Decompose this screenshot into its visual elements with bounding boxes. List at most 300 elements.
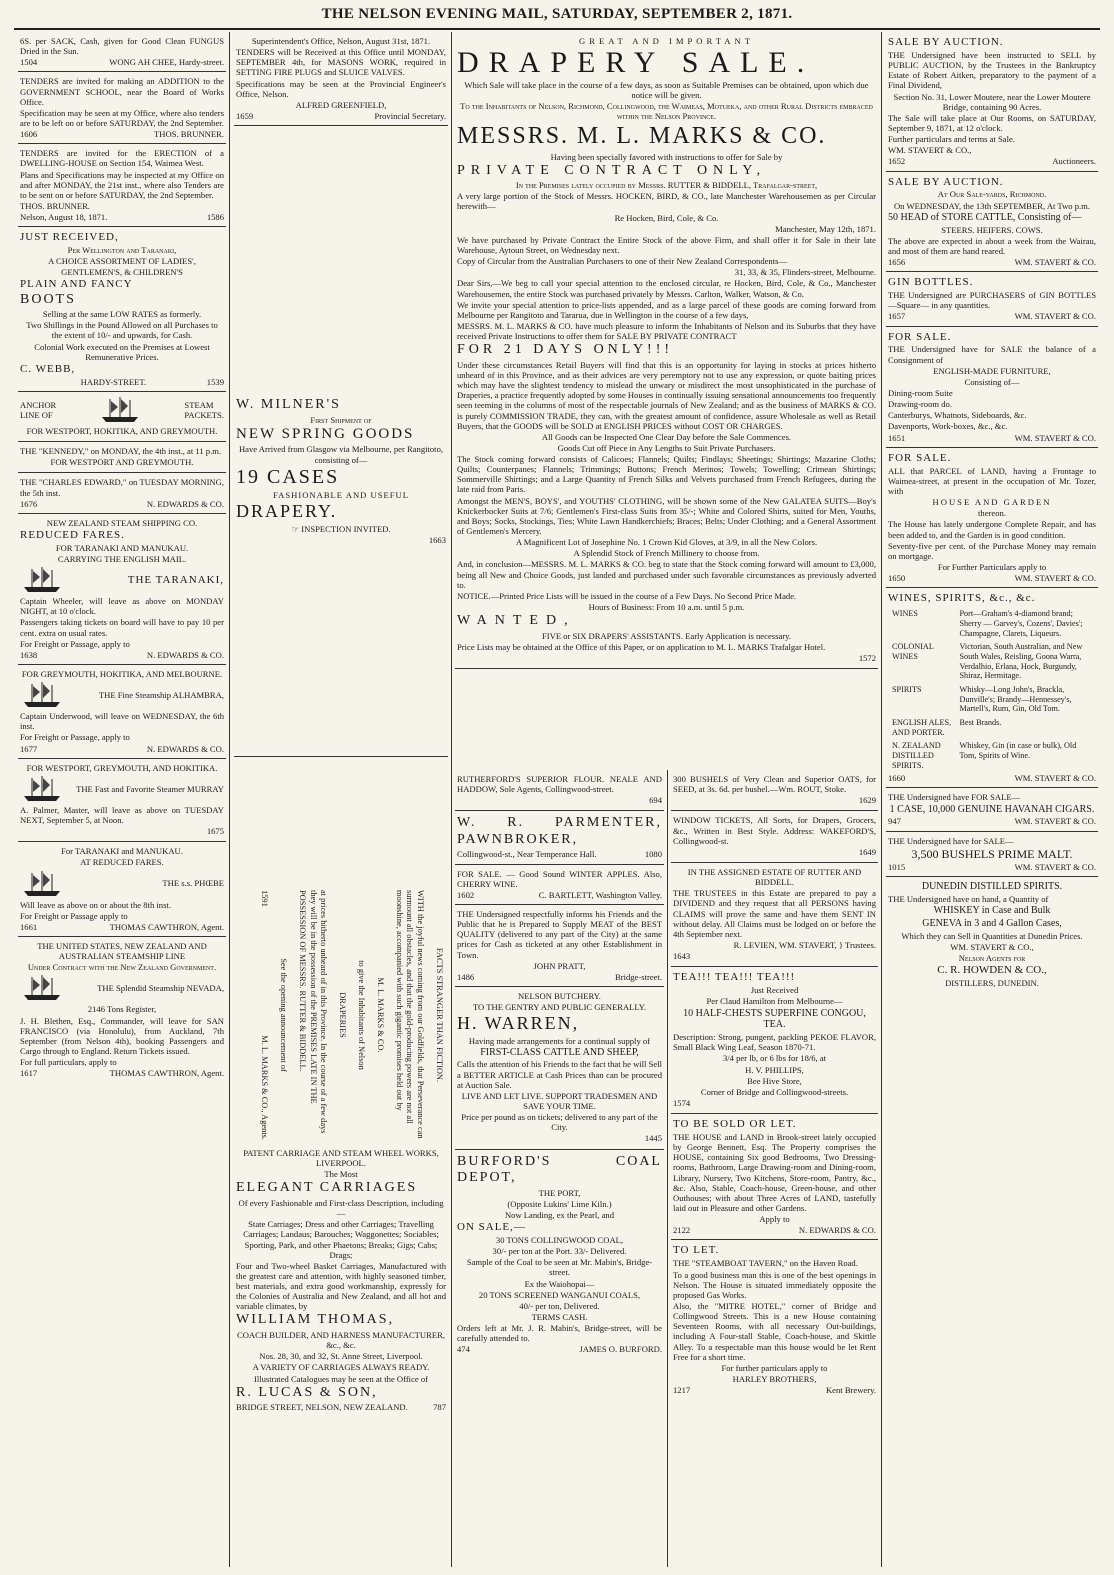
ad-number: 1015	[888, 861, 906, 872]
ad-number: 1676	[20, 498, 38, 509]
ad-address: Collingwood-st., Near Temperance Hall.	[457, 849, 597, 860]
ad-number: 1606	[20, 129, 38, 140]
ad-number: 1080	[644, 849, 662, 860]
ad-text: For Freight or Passage, apply to	[20, 638, 130, 649]
ad-land	[886, 448, 1098, 589]
ad-signature: ALFRED GREENFIELD,	[295, 99, 387, 110]
ad-to-let	[671, 1240, 878, 1399]
ad-text: THE HOUSE and LAND in Brook-street lately occupied by George Bennett, Esq. The Property comprises the HOUSE, containing Six good Bedrooms, Two Dressing-rooms, Bathroom, Large Drawing-room and Dining-room, Library, Nursery, Two Kitchens, Store-room, Pantry, &c., &c. Also, Stable, Coach-house, Green-house, and other Outhouses; with about Three Acres of LAND, tastefully laid out in Pleasure and other Gardens.	[673, 1132, 876, 1214]
ad-charles-edward	[18, 473, 226, 513]
ad-heading: SALE BY AUCTION.	[888, 36, 1004, 48]
ad-heading: FIRST-CLASS CATTLE AND SHEEP,	[480, 1046, 639, 1058]
ad-heading: TEA!!! TEA!!! TEA!!!	[673, 971, 796, 984]
ad-number: 1572	[858, 652, 876, 663]
ad-text: Dear Sirs,—We beg to call your special attention to the enclosed circular, re Hocken, Bird, Cole, & Co., Manchester Warehousemen, the entire Stock was purchased privately by Messrs. Carlton, Walker, Watson, & Co.	[457, 278, 876, 299]
list-item	[890, 641, 1094, 682]
ad-text: Copy of Circular from the Australian Purchasers to one of their New Zealand Correspondents—	[457, 256, 788, 267]
ad-text: Two Shillings in the Pound Allowed on all Purchases to the extent of 10/- and upwards, for Cash.	[26, 320, 218, 341]
ad-burford-coal	[455, 1150, 664, 1359]
ad-text: On WEDNESDAY, the 13th SEPTEMBER, At Two p.m.	[893, 200, 1091, 211]
ad-text: 50 HEAD of STORE CATTLE, Consisting of—	[888, 211, 1082, 223]
ad-text: Ex the Waiohopai—	[524, 1278, 595, 1289]
ad-text: WINDOW TICKETS, All Sorts, for Drapers, Grocers, &c., Written in Best Style. Address: WAKEFORD'S, Collingwood-st.	[673, 815, 876, 846]
ad-address: HARDY-STREET.	[80, 376, 147, 387]
ad-subheading: A CHOICE ASSORTMENT OF LADIES', GENTLEMEN'S, & CHILDREN'S	[48, 256, 196, 277]
masthead-rule	[14, 28, 1100, 30]
ad-heading: For TARANAKI and MANUKAU.	[61, 846, 183, 857]
wine-description: Port—Graham's 4-diamond brand; Sherry — Garvey's, Cozens', Davies'; Champagne, Clarets, Liqueurs.	[959, 609, 1083, 638]
ad-number: 1586	[206, 212, 224, 223]
ad-heading: ELEGANT CARRIAGES	[236, 1180, 418, 1196]
ad-text: Apply to	[759, 1214, 790, 1225]
ad-signature: WM. STAVERT & CO.	[1014, 816, 1096, 827]
ad-text: Which they can Sell in Quantities at Dunedin Prices.	[901, 930, 1083, 941]
ad-subheading: At Our Sale-yards, Richmond.	[937, 189, 1047, 200]
ad-heading: LIVE AND LET LIVE. SUPPORT TRADESMEN AND SAVE YOUR TIME.	[461, 1090, 658, 1112]
ad-murray	[18, 759, 226, 843]
ad-subheading: Per Wellington and Taranaki,	[67, 245, 177, 256]
ad-signature: Auctioneers.	[1052, 156, 1096, 167]
ad-text: We have purchased by Private Contract the Entire Stock of the above Firm, and shall offer it for Sale in their late Warehouse, Aytoun Street, on Wednesday next.	[457, 234, 876, 256]
ad-drapery-sale	[455, 32, 878, 669]
ship-icon	[20, 869, 64, 899]
ad-address: Bridge-street.	[614, 971, 662, 982]
ad-title: DRAPERY SALE.	[457, 46, 815, 80]
ad-subheading: THE PORT,	[538, 1187, 581, 1198]
ad-signature: HARLEY BROTHERS,	[732, 1373, 817, 1384]
ad-apples	[455, 865, 664, 905]
ad-text: Plans and Specifications may be inspected at my Office on and after MONDAY, the 21st inst., where also Tenders are to be sent on or before SATURDAY, the 2nd September.	[20, 169, 224, 200]
ad-window-tickets	[671, 811, 878, 863]
ad-to-be-sold-or-let	[671, 1114, 878, 1240]
ad-number: 947	[888, 816, 901, 827]
ad-gin-bottles	[886, 272, 1098, 326]
column-4	[886, 32, 1098, 1567]
ad-text: THE Undersigned have for SALE the balance of a Consignment of	[888, 344, 1096, 365]
ad-signature: Provincial Secretary.	[374, 110, 446, 121]
ad-number: 1677	[20, 743, 38, 754]
ship-icon	[20, 774, 64, 804]
ad-pratt-meat	[455, 905, 664, 987]
ad-cigars	[886, 788, 1098, 831]
ad-text: A Magnificent Lot of Josephine No. 1 Crown Kid Gloves, at 3/9, in all the New Colors.	[515, 537, 818, 548]
ad-text: Re Hocken, Bird, Cole, & Co.	[614, 212, 719, 223]
ad-flour	[455, 770, 664, 811]
ad-subheading: The Most	[324, 1169, 358, 1180]
ad-signature: WM. STAVERT & CO.	[1014, 311, 1096, 322]
ad-number: 1617	[20, 1068, 38, 1079]
ad-signature: WM. STAVERT & CO.	[1014, 432, 1096, 443]
ad-text: All Goods can be Inspected One Clear Day before the Sale Commences.	[541, 431, 792, 442]
ad-text: Calls the attention of his Friends to the fact that he will Sell a BETTER ARTICLE at Cash Prices than can be procured at Auction Sale.	[457, 1059, 662, 1090]
ad-heading: DRAPERY.	[236, 501, 338, 522]
ad-heading: PLAIN AND FANCY	[20, 277, 133, 290]
ad-list-item: Canterburys, Whatnots, Sideboards, &c.	[888, 410, 1027, 421]
wine-category: N. ZEALAND DISTILLED SPIRITS.	[892, 741, 941, 770]
ad-text: Captain Wheeler, will leave as above on MONDAY NIGHT, at 10 o'clock.	[20, 596, 224, 617]
ad-signature: C. R. HOWDEN & CO.,	[937, 963, 1047, 976]
ad-number: 1661	[20, 921, 38, 932]
ad-text: Consisting of—	[964, 376, 1020, 387]
ad-text: Sample of the Coal to be seen at Mr. Mabin's, Bridge-street.	[466, 1257, 653, 1278]
ad-signature: WONG AH CHEE, Hardy-street.	[109, 57, 224, 68]
ship-name: THE Fine Steamship ALHAMBRA,	[98, 690, 224, 701]
ad-text: To a good business man this is one of the best openings in Nelson. The House is situated immediately opposite the proposed Gas Works.	[673, 1269, 876, 1300]
ad-heading: 20 TONS SCREENED WANGANUI COALS,	[478, 1289, 641, 1300]
ad-signature: WM. STAVERT & CO.	[1014, 861, 1096, 872]
ad-number: 1643	[673, 951, 691, 962]
ad-heading: TO BE SOLD OR LET.	[673, 1118, 797, 1131]
ad-text: See the opening announcement of	[279, 958, 289, 1072]
ad-text: THE TRUSTEES in this Estate are prepared to pay a DIVIDEND and they request that all PERSONS having CLAIMS will prove the same and have them SENT IN without delay. All Claims must be lodged on or before the 4th September next.	[673, 888, 876, 939]
wine-description: Whisky—Long John's, Brackla, Dunville's; Brandy—Hennessey's, Martell's, Rum, Gin, Old Tom.	[959, 684, 1072, 714]
ad-heading: REDUCED FARES.	[20, 528, 125, 541]
ad-text: For further particulars apply to	[721, 1362, 828, 1373]
ad-heading: H. WARREN,	[457, 1013, 580, 1034]
ad-heading: BOOTS	[20, 291, 76, 307]
ad-william-thomas-carriages	[234, 1144, 448, 1416]
ad-number: 1663	[428, 534, 446, 545]
ad-text: WITH the joyful news coming from our Goldfields, that Perseverance can surmount all obstacles, and that the gold-producing powers are not all moonshine, accompanied with such gigantic promises held out by	[394, 890, 425, 1139]
ad-heading: FOR SALE.	[888, 451, 952, 464]
ad-signature: JOHN PRATT,	[533, 960, 586, 971]
ad-text: THE Undersigned respectfully informs his Friends and the Public that he is Prepared to Supply MEAT of the BEST QUALITY (delivered to any part of the City) at the same prices for Cash as ticketed at any other Establishment in Town.	[457, 909, 662, 960]
ad-text: THE "CHARLES EDWARD," on TUESDAY MORNING, the 5th inst.	[20, 477, 224, 498]
ad-auction-cattle	[886, 172, 1098, 273]
column-divider	[229, 32, 230, 1567]
ad-list-item: Davenports, Work-boxes, &c., &c.	[888, 421, 1008, 432]
ad-text: Specifications may be seen at the Provincial Engineer's Office, Nelson.	[236, 78, 446, 99]
ad-text: THE Undersigned have been instructed to SELL by PUBLIC AUCTION, by the Trustees in the Bankruptcy Estate of Robert Aitken, preparatory to the payment of a Final Dividend,	[888, 49, 1096, 91]
ad-text: A. Palmer, Master, will leave as above on TUESDAY NEXT, September 5, at Noon.	[20, 804, 224, 825]
ad-heading: R. LUCAS & SON,	[236, 1384, 378, 1400]
ad-subheading: ☞ INSPECTION INVITED.	[291, 523, 391, 534]
wine-category: ENGLISH ALES, AND PORTER.	[892, 717, 952, 737]
ad-number: 1486	[457, 971, 475, 982]
ad-heading: BURFORD'S COAL DEPOT,	[457, 1153, 662, 1186]
ad-subheading: CARRYING THE ENGLISH MAIL.	[57, 554, 187, 565]
ad-text: Selling at the same LOW RATES as formerly.	[42, 309, 202, 320]
ad-heading: DUNEDIN DISTILLED SPIRITS.	[921, 880, 1063, 892]
list-item	[890, 684, 1094, 715]
ad-text: THE "STEAMBOAT TAVERN," on the Haven Road.	[673, 1258, 858, 1269]
ad-signature: THOS. BRUNNER.	[154, 129, 224, 140]
list-item	[890, 740, 1094, 771]
ad-number: 1574	[673, 1097, 691, 1108]
ad-text: Will leave as above on or about the 8th inst.	[20, 899, 171, 910]
ad-parmenter	[455, 811, 664, 864]
ad-text: 3/4 per lb, or 6 lbs for 18/6, at	[722, 1053, 827, 1064]
list-item	[890, 717, 1094, 738]
ad-subheading: FOR WESTPORT, HOKITIKA, AND GREYMOUTH.	[26, 425, 218, 436]
ad-heading: HOUSE AND GARDEN	[932, 497, 1052, 508]
ad-school-tender	[18, 72, 226, 144]
ad-signature: H. V. PHILLIPS,	[745, 1064, 804, 1075]
ad-number: 1629	[858, 795, 876, 806]
ad-text: Also, the "MITRE HOTEL," corner of Bridge and Collingwood Streets. This is a new House containing Seventeen Rooms, with all necessary Out-buildings, including A Four-stall Stable, Coach-house, and Skittle Alley. To a respectable man this house would be let Rent Free for a short time.	[673, 1300, 876, 1362]
ad-number: 1638	[20, 649, 38, 660]
ad-signature: M. L. MARKS & CO., Agents.	[260, 1035, 270, 1140]
ad-text: THE "KENNEDY," on MONDAY, the 4th inst., at 11 p.m.	[20, 446, 222, 457]
ship-icon	[20, 565, 64, 595]
ad-signature: WM. STAVERT & CO.,	[888, 145, 972, 156]
ad-heading: GREAT AND IMPORTANT	[579, 36, 754, 46]
ad-heading: WILLIAM THOMAS,	[236, 1312, 395, 1328]
ad-subheading: FASHIONABLE AND USEFUL	[273, 490, 409, 501]
ad-text: In the Premises lately occupied by Messrs. RUTTER & BIDDELL, Trafalgar-street,	[515, 180, 818, 191]
ad-text: And, in conclusion—MESSRS. M. L. MARKS & CO. beg to state that the Stock coming forward will amount to £3,000, being all New and Choice Goods, just landed and purchased under such favorable circumstances as previously adverted to.	[457, 559, 876, 590]
ad-webb-boots	[18, 227, 226, 392]
ship-name: THE TARANAKI,	[127, 573, 224, 586]
ad-number: 1591	[260, 890, 270, 907]
wine-category: WINES	[892, 609, 918, 619]
ad-number: 1660	[888, 773, 906, 784]
ad-text: The Stock coming forward consists of Calicoes; Flannels; Quilts; Findlays; Sheetings; Shirtings; Mazarine Cloths; Quilts; Counterpanes; Flannels; Trimmings; Buttons; French Merinos; Towels; Towelling; Crimean Shirtings; Sommerville Shirtings; and a Large Quantity of French Silks and Velvets purchased from French Refugees, during the late raid from Paris.	[457, 454, 876, 495]
ad-number: 2122	[673, 1225, 691, 1236]
ad-signature: THOMAS CAWTHRON, Agent.	[109, 1068, 224, 1079]
ad-heading: WANTED,	[457, 613, 576, 629]
ad-wines-spirits	[886, 588, 1098, 788]
ad-heading: PATENT CARRIAGE AND STEAM WHEEL WORKS, LIVERPOOL.	[243, 1148, 439, 1169]
ad-dateline: Superintendent's Office, Nelson, August 31st, 1871.	[251, 36, 431, 46]
ad-heading: PACKETS.	[184, 409, 224, 420]
ship-icon	[20, 680, 64, 710]
ad-text: Having been specially favored with instructions to offer for Sale by	[550, 151, 783, 162]
wine-category: COLONIAL WINES	[892, 642, 934, 661]
ad-text: TENDERS are invited for the ERECTION of a DWELLING-HOUSE on Section 154, Waimea West.	[20, 148, 224, 169]
ad-tea	[671, 967, 878, 1114]
column-3-left	[455, 770, 664, 1567]
ad-number: 1602	[457, 889, 475, 900]
ad-text: 2146 Tons Register,	[87, 1004, 157, 1015]
ad-text: The House has lately undergone Complete Repair, and has been added to, and the Garden is in good condition.	[888, 519, 1096, 540]
list-item	[890, 608, 1094, 639]
ad-signature: R. LEVIEN, WM. STAVERT, } Trustees.	[733, 939, 876, 950]
ad-text: Four and Two-wheel Basket Carriages, Manufactured with the greatest care and attention, with highly seasoned timber, best materials, and extra good workmanship, expressly for the Colonies of Australia and New Zealand, and all hot and variable climates, by	[236, 1260, 446, 1312]
ad-seed-oats	[671, 770, 878, 811]
ad-anchor-line	[18, 392, 226, 442]
column-3-drapery	[455, 32, 878, 768]
ad-text: at prices hitherto unheard of in this Province. In the course of a few days they will be in the possession of the PREMISES LATE IN THE POSSESSION OF MESSRS. RUTTER & BIDDELL.	[298, 890, 329, 1134]
ad-heading: DRAPERIES	[338, 992, 348, 1038]
ad-text: Seventy-five per cent. of the Purchase Money may remain on mortgage.	[888, 540, 1096, 561]
ad-heading: FOR 21 DAYS ONLY!!!	[457, 342, 674, 358]
ad-heading: NEW SPRING GOODS	[236, 425, 415, 442]
ad-subheading: AT REDUCED FARES.	[80, 857, 164, 868]
ad-heading: 10 HALF-CHESTS SUPERFINE CONGOU, TEA.	[683, 1007, 866, 1031]
ad-text: Section No. 31, Lower Moutere, near the Lower Moutere Bridge, containing 90 Acres.	[893, 91, 1091, 112]
ad-text: Now Landing, ex the Pearl, and	[504, 1209, 615, 1220]
ad-heading: NELSON BUTCHERY.	[518, 991, 601, 1001]
ad-address: Kent Brewery.	[825, 1385, 876, 1396]
ad-text: Having made arrangements for a continual supply of	[468, 1035, 651, 1046]
ad-heading: STEAM	[184, 399, 214, 410]
ad-milner	[234, 126, 448, 757]
ad-list-item: Drawing-room do.	[888, 399, 952, 410]
ad-signature: THOS. BRUNNER.	[20, 200, 90, 211]
ad-number: 1504	[20, 57, 38, 68]
ad-heading: W. MILNER'S	[236, 397, 341, 413]
ad-text: A Splendid Stock of French Millinery to choose from.	[573, 548, 760, 559]
ad-number: 1675	[206, 826, 224, 837]
ad-text: State Carriages; Dress and other Carriages; Travelling Carriages; Landaus; Barouches; Waggonettes; Sociables; Sporting, Park, and other Phaetons; Breaks; Gigs; Cabs; Drags;	[243, 1219, 439, 1260]
ad-heading: FOR GREYMOUTH, HOKITIKA, AND MELBOURNE.	[21, 669, 223, 680]
column-3-right	[671, 770, 878, 1567]
ship-icon	[20, 973, 64, 1003]
ad-text: Price Lists may be obtained at the Office of this Paper, or on application to M. L. MARKS Trafalgar Hotel.	[457, 641, 826, 652]
ad-number: 474	[457, 1344, 470, 1355]
ad-firm: MESSRS. M. L. MARKS & CO.	[457, 123, 827, 150]
ad-malt	[886, 832, 1098, 877]
ad-heading: TO LET.	[673, 1244, 720, 1257]
ad-heading: ANCHOR	[20, 399, 57, 410]
column-divider	[451, 32, 452, 1567]
ad-address: BRIDGE STREET, NELSON, NEW ZEALAND.	[236, 1402, 408, 1413]
ad-nelson-butchery	[455, 987, 664, 1150]
ad-heading: ON SALE,—	[457, 1221, 526, 1234]
ad-number: 1652	[888, 156, 906, 167]
ad-heading: 19 CASES	[236, 465, 340, 488]
ad-address: Corner of Bridge and Collingwood-streets.	[700, 1086, 849, 1097]
ad-number: 1650	[888, 573, 906, 584]
ad-text: TENDERS will be Received at this Office until MONDAY, SEPTEMBER 4th, for MASONS WORK, required in SETTING FIRE PLUGS and SLUICE VALVES.	[236, 47, 446, 78]
ad-text: We invite your special attention to price-lists appended, and as a large parcel of these goods are coming forward from Melbourne per Rangitoto and Tararua, due in Wellington in the course of a few days,	[457, 299, 876, 320]
ad-phoebe	[18, 842, 226, 937]
ad-text: TENDERS are invited for making an ADDITION to the GOVERNMENT SCHOOL, near the Board of Works Office.	[20, 76, 224, 107]
ad-text: Hours of Business: From 10 a.m. until 5 p.m.	[588, 602, 745, 613]
column-divider	[667, 770, 668, 1567]
ad-heading: WINES, SPIRITS, &c., &c.	[888, 592, 1036, 605]
ad-number: 1649	[858, 846, 876, 857]
ad-text: 30/- per ton at the Port. 33/- Delivered.	[492, 1246, 627, 1257]
ad-auction-moutere	[886, 32, 1098, 172]
ad-heading: 30 TONS COLLINGWOOD COAL,	[495, 1235, 624, 1245]
ad-text: 31, 33, & 35, Flinders-street, Melbourne.	[734, 267, 876, 278]
ad-heading: FOR WESTPORT, GREYMOUTH, AND HOKITIKA.	[26, 762, 218, 773]
ad-heading: JUST RECEIVED,	[20, 231, 119, 244]
ad-text: THE Undersigned have FOR SALE—	[888, 792, 1021, 803]
ad-alhambra	[18, 665, 226, 759]
ad-text: RUTHERFORD'S SUPERIOR FLOUR. NEALE AND HADDOW, Sole Agents, Collingwood-street.	[457, 774, 662, 795]
ad-subheading: Under Contract with the New Zealand Government.	[27, 962, 217, 973]
ad-heading: FACTS STRANGER THAN FICTION.	[434, 947, 444, 1083]
ad-nz-steam-taranaki	[18, 514, 226, 665]
ad-text: Goods Cut off Piece in Any Lengths to Suit Private Purchasers.	[557, 442, 776, 453]
ad-fungus	[18, 32, 226, 72]
ad-number: 1657	[888, 311, 906, 322]
ad-subheading: First Shipment of	[310, 414, 372, 425]
ad-heading: TERMS CASH.	[531, 1311, 588, 1322]
ad-text: STEERS. HEIFERS. COWS.	[941, 224, 1043, 235]
ad-signature: N. EDWARDS & CO.	[798, 1225, 876, 1236]
ad-dwelling-tender	[18, 144, 226, 227]
ad-heading: GIN BOTTLES.	[888, 276, 974, 289]
ad-text: FOR SALE. — Good Sound WINTER APPLES. Also, CHERRY WINE.	[457, 868, 662, 889]
ad-furniture	[886, 327, 1098, 448]
ad-address: Nos. 28, 30, and 32, St. Anne Street, Liverpool.	[259, 1351, 423, 1362]
ad-signature: WM. STAVERT & CO.,	[950, 941, 1034, 952]
ad-text: thereon.	[978, 508, 1006, 519]
wine-category: SPIRITS	[892, 684, 922, 694]
ad-number: 694	[649, 795, 662, 806]
ad-heading: THE UNITED STATES, NEW ZEALAND AND AUSTRALIAN STEAMSHIP LINE	[37, 940, 207, 962]
ad-text: The above are expected in about a week from the Wairau, and most of them are hand reared.	[888, 235, 1096, 256]
ad-heading: WHISKEY in Case and Bulk	[933, 904, 1051, 916]
ad-kennedy	[18, 442, 226, 473]
ad-nevada	[18, 937, 226, 1082]
ad-text: Have Arrived from Glasgow via Melbourne, per Rangitoto, consisting of—	[238, 444, 444, 465]
ad-heading: ENGLISH-MADE FURNITURE,	[933, 365, 1051, 376]
ad-text: Captain Underwood, will leave on WEDNESDAY, the 6th inst.	[20, 711, 224, 732]
ad-heading: W. R. PARMENTER, PAWNBROKER,	[457, 815, 662, 847]
ad-text: For Freight or Passage, apply to	[20, 732, 130, 743]
column-2-lower	[234, 1144, 448, 1567]
ad-subheading: TO THE GENTRY AND PUBLIC GENERALLY.	[472, 1002, 647, 1013]
ad-address: Bee Hive Store,	[747, 1075, 802, 1086]
wine-list	[888, 606, 1096, 773]
ad-signature: DISTILLERS, DUNEDIN.	[945, 977, 1039, 988]
ship-name: THE s.s. PHŒBE	[162, 878, 224, 889]
ad-signature: THOMAS CAWTHRON, Agent.	[109, 921, 224, 932]
ship-name: THE Fast and Favorite Steamer MURRAY	[76, 783, 224, 794]
ad-signature: WM. STAVERT & CO.	[1014, 573, 1096, 584]
ad-subheading: COACH BUILDER, AND HARNESS MANUFACTURER, &c., &c.	[236, 1330, 446, 1351]
wine-description: Victorian, South Australian, and New South Wales, Reisling, Goona Warra, Verdalhio, Erlana, Hock, Burgundy, Shiraz, Hermitage.	[959, 642, 1083, 681]
ad-assigned-estate	[671, 863, 878, 967]
ad-number: 1659	[236, 110, 254, 121]
column-1	[18, 32, 226, 1567]
ad-text: 300 BUSHELS of Very Clean and Superior OATS, for SEED, at 3s. 6d. per bushel.—Wm. ROUT, Stoke.	[673, 774, 876, 795]
ad-number: 787	[433, 1402, 446, 1413]
ad-text: For Freight or Passage apply to	[20, 910, 128, 921]
ad-facts-stranger-than-fiction	[232, 890, 452, 1140]
ad-text: Further particulars and terms at Sale.	[888, 134, 1015, 145]
ad-text: Passengers taking tickets on board will have to pay 10 per cent. extra on usual rates.	[20, 617, 224, 638]
ad-heading: A VARIETY OF CARRIAGES ALWAYS READY.	[252, 1362, 430, 1373]
wine-description: Best Brands.	[959, 717, 1002, 727]
ad-number: 1651	[888, 432, 906, 443]
ad-text: Under these circumstances Retail Buyers will find that this is an opportunity for laying in stocks at prices hitherto unheard of in this Province, and as their advices are very peremptory not to use any expression, or quote baiting prices which may have the slightest tendency to mislead the unwary or misdirect the most unsophisticated in the purchase of Draperies, a practice frequently adopted by some Houses in continually issuing sensational announcements too frequently seen teeming in the columns of most of the respectable journals of New Zealand; and as the business of MARKS & CO. is purely COMMISSION TRADE, they can, with the greatest amount of confidence, assure Wholesale as well as Retail Buyers, that the GOODS will be SOLD at ENGLISH PRICES without COST OR CHARGES.	[457, 359, 876, 431]
ad-heading: 1 CASE, 10,000 GENUINE HAVANAH CIGARS.	[889, 803, 1095, 815]
ad-text: Amongst the MEN'S, BOYS', and YOUTHS' CLOTHING, will be shown some of the New GALATEA SUITS—Boy's Knickerbocker Suits at 7/6; Gentlemen's First-class Suits from 35/-; White and Colored Shirts, suited for Men, Youths, and Boys; Socks, Stockings, Ties; White Lawn Handkerchiefs; Braces; Belts; Under Clothing; and a General Assortment of Gentlemen's Mercery.	[457, 495, 876, 537]
ad-number: 1445	[644, 1133, 662, 1144]
ad-text: Specification may be seen at my Office, where also tenders are to be left on or before SATURDAY, the 2nd September.	[20, 107, 224, 128]
ad-signature: N. EDWARDS & CO.	[146, 498, 224, 509]
ad-signature: JAMES O. BURFORD.	[579, 1344, 662, 1355]
column-divider	[881, 32, 882, 1567]
ad-signature: N. EDWARDS & CO.	[146, 743, 224, 754]
ad-dunedin-spirits	[886, 877, 1098, 993]
wine-description: Whiskey, Gin (in case or bulk), Old Tom, Spirits of Wine.	[959, 741, 1077, 760]
ad-number: 1539	[206, 376, 224, 387]
ad-heading: LINE OF	[20, 409, 53, 420]
ad-text: The Sale will take place at Our Rooms, on SATURDAY, September 9, 1871, at 12 o'clock.	[888, 112, 1096, 133]
ad-text: Description: Strong, pungent, packling PEKOE FLAVOR, Small Black Wing Leaf, Season 1870-71.	[673, 1032, 876, 1053]
ad-heading: NEW ZEALAND STEAM SHIPPING CO.	[46, 517, 198, 528]
ad-text: Manchester, May 12th, 1871.	[775, 223, 876, 234]
ad-text: NOTICE.—Printed Price Lists will be issued in the course of a Few Days. No Second Price Made.	[457, 590, 797, 601]
ad-number: 1656	[888, 256, 906, 267]
ad-heading: GENEVA in 3 and 4 Gallon Cases,	[922, 917, 1062, 929]
ad-heading: 3,500 BUSHELS PRIME MALT.	[911, 846, 1073, 861]
masthead: THE NELSON EVENING MAIL, SATURDAY, SEPTEMBER 2, 1871.	[321, 6, 793, 22]
ship-name: THE Splendid Steamship NEVADA,	[97, 983, 224, 994]
ad-signature: C. BARTLETT, Washington Valley.	[538, 889, 662, 900]
ad-text: THE Undersigned are PURCHASERS of GIN BOTTLES—Square— in any quantities.	[888, 290, 1096, 311]
ad-fire-plugs	[234, 32, 448, 126]
ad-text: THE Undersigned have for SALE—	[888, 835, 1014, 846]
ad-firm: M. L. MARKS & CO.	[375, 977, 385, 1053]
